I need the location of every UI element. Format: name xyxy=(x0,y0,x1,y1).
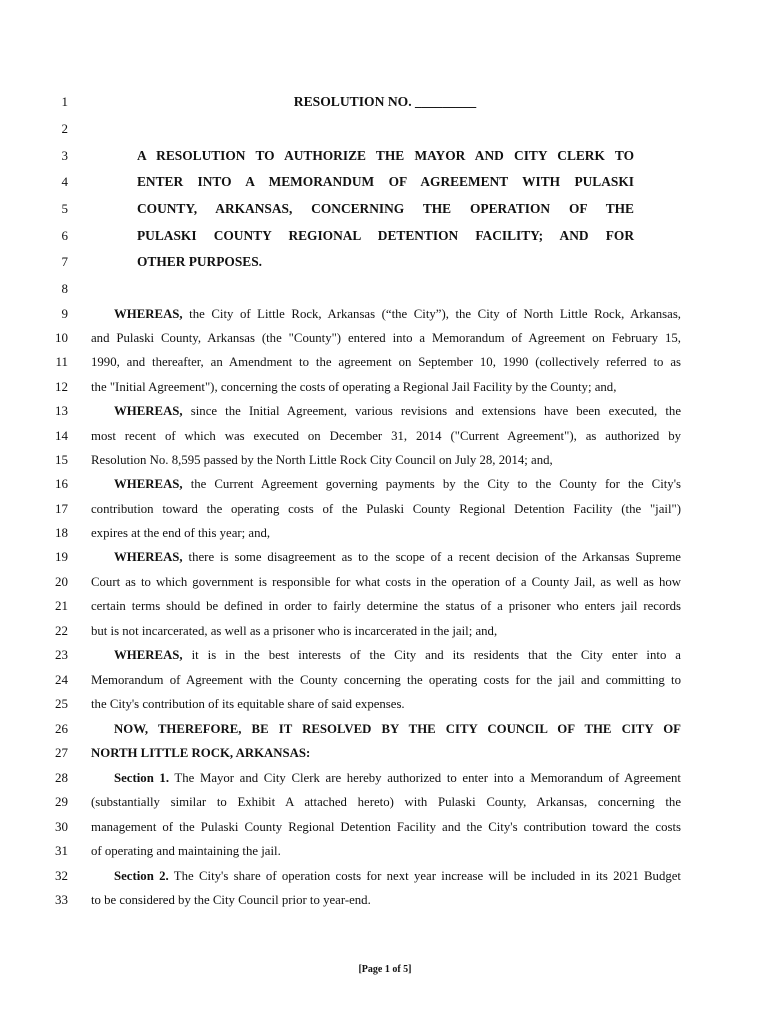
resolved-clause: NORTH LITTLE ROCK, ARKANSAS: xyxy=(91,746,311,760)
whereas-lead: WHEREAS, xyxy=(114,307,183,321)
body-text: Resolution No. 8,595 passed by the North Little Rock City Council on July 28, 2014; and, xyxy=(91,453,553,467)
heading-line: ENTER INTO A MEMORANDUM OF AGREEMENT WITH PULASKI xyxy=(137,174,634,189)
line-number: 1 xyxy=(61,94,68,109)
body-text: 1990, and thereafter, an Amendment to the agreement on September 10, 1990 (collectively referred to as xyxy=(91,355,681,369)
body-text: of operating and maintaining the jail. xyxy=(91,844,281,858)
section-label: Section 2. xyxy=(114,869,169,883)
body-line xyxy=(91,474,681,494)
body-line xyxy=(91,841,681,861)
body-text: there is some disagreement as to the scope of a recent decision of the Arkansas Supreme xyxy=(182,550,681,564)
body-line xyxy=(91,719,681,739)
line-number: 29 xyxy=(55,794,68,809)
body-text: the City's contribution of its equitable share of said expenses. xyxy=(91,697,405,711)
section-label: Section 1. xyxy=(114,771,170,785)
whereas-lead: WHEREAS, xyxy=(114,550,183,564)
body-line xyxy=(91,547,681,567)
line-number: 7 xyxy=(61,254,68,269)
body-line xyxy=(91,817,681,837)
body-line xyxy=(91,401,681,421)
line-number: 20 xyxy=(55,574,68,589)
line-number: 23 xyxy=(55,647,68,662)
body-text: the "Initial Agreement"), concerning the costs of operating a Regional Jail Facility by the County; and, xyxy=(91,380,617,394)
body-text: most recent of which was executed on December 31, 2014 ("Current Agreement"), as authorized by xyxy=(91,429,681,443)
heading-line: OTHER PURPOSES. xyxy=(137,254,263,269)
line-number: 2 xyxy=(61,121,68,136)
line-number: 32 xyxy=(55,868,68,883)
line-number: 3 xyxy=(61,148,68,163)
body-line xyxy=(91,304,681,324)
body-text: The Mayor and City Clerk are hereby authorized to enter into a Memorandum of Agreement xyxy=(169,771,681,785)
line-number: 25 xyxy=(55,696,68,711)
line-number: 10 xyxy=(55,330,68,345)
body-text: expires at the end of this year; and, xyxy=(91,526,271,540)
line-number: 13 xyxy=(55,403,68,418)
page-footer: [Page 1 of 5] xyxy=(358,964,412,975)
body-text: Memorandum of Agreement with the County concerning the operating costs for the jail and committing to xyxy=(91,673,681,687)
body-text: to be considered by the City Council prior to year-end. xyxy=(91,893,371,907)
body-line xyxy=(91,792,681,812)
line-number: 15 xyxy=(55,452,68,467)
body-text: contribution toward the operating costs of the Pulaski County Regional Detention Facility (the "jail") xyxy=(91,502,681,516)
body-text: the City of Little Rock, Arkansas (“the City”), the City of North Little Rock, Arkansas, xyxy=(182,307,681,321)
body-text: but is not incarcerated, as well as a prisoner who is incarcerated in the jail; and, xyxy=(91,624,498,638)
body-text: management of the Pulaski County Regional Detention Facility and the City's contribution toward the costs xyxy=(91,820,681,834)
line-number: 12 xyxy=(55,379,68,394)
line-number: 16 xyxy=(55,476,68,491)
body-line xyxy=(91,596,681,616)
body-line xyxy=(91,572,681,592)
heading-line: COUNTY, ARKANSAS, CONCERNING THE OPERATION OF THE xyxy=(137,201,634,216)
line-number: 5 xyxy=(61,201,68,216)
body-text: The City's share of operation costs for next year increase will be included in its 2021 Budget xyxy=(168,869,681,883)
whereas-lead: WHEREAS, xyxy=(114,477,183,491)
body-line xyxy=(91,352,681,372)
body-line xyxy=(91,768,681,788)
body-line xyxy=(91,743,681,763)
body-text: (substantially similar to Exhibit A attached hereto) with Pulaski County, Arkansas, concerning the xyxy=(91,795,681,809)
line-number: 9 xyxy=(61,306,68,321)
line-number: 31 xyxy=(55,843,68,858)
body-text: it is in the best interests of the City and its residents that the City enter into a xyxy=(182,648,681,662)
body-line xyxy=(91,377,681,397)
whereas-lead: WHEREAS, xyxy=(114,648,183,662)
whereas-lead: WHEREAS, xyxy=(114,404,183,418)
line-number: 27 xyxy=(55,745,68,760)
line-number: 11 xyxy=(55,354,68,369)
line-number: 24 xyxy=(55,672,68,687)
body-text: since the Initial Agreement, various revisions and extensions have been executed, the xyxy=(182,404,681,418)
body-text: certain terms should be defined in order to fairly determine the status of a prisoner who enters jail records xyxy=(91,599,681,613)
body-text: and Pulaski County, Arkansas (the "County") entered into a Memorandum of Agreement on February 15, xyxy=(91,331,681,345)
line-number: 28 xyxy=(55,770,68,785)
heading-line: A RESOLUTION TO AUTHORIZE THE MAYOR AND CITY CLERK TO xyxy=(137,148,634,163)
body-line xyxy=(91,645,681,665)
line-number: 22 xyxy=(55,623,68,638)
line-number: 30 xyxy=(55,819,68,834)
line-number: 6 xyxy=(61,228,68,243)
line-number: 17 xyxy=(55,501,68,516)
line-number: 18 xyxy=(55,525,68,540)
line-number: 19 xyxy=(55,549,68,564)
line-number: 8 xyxy=(61,281,68,296)
resolution-number-title: RESOLUTION NO. _________ xyxy=(293,94,477,109)
line-number: 4 xyxy=(61,174,68,189)
body-line xyxy=(91,328,681,348)
body-line xyxy=(91,450,681,470)
body-line xyxy=(91,499,681,519)
body-line xyxy=(91,670,681,690)
body-line xyxy=(91,694,681,714)
body-text: the Current Agreement governing payments by the City to the County for the City's xyxy=(182,477,681,491)
resolved-clause: NOW, THEREFORE, BE IT RESOLVED BY THE CITY COUNCIL OF THE CITY OF xyxy=(114,722,681,736)
body-line xyxy=(91,621,681,641)
body-line xyxy=(91,866,681,886)
body-line xyxy=(91,426,681,446)
line-number: 26 xyxy=(55,721,68,736)
body-text: Court as to which government is responsible for what costs in the operation of a County Jail, as well as how xyxy=(91,575,681,589)
body-line xyxy=(91,890,681,910)
line-number: 21 xyxy=(55,598,68,613)
line-number: 33 xyxy=(55,892,68,907)
body-line xyxy=(91,523,681,543)
heading-line: PULASKI COUNTY REGIONAL DETENTION FACILITY; AND FOR xyxy=(137,228,634,243)
line-number: 14 xyxy=(55,428,68,443)
